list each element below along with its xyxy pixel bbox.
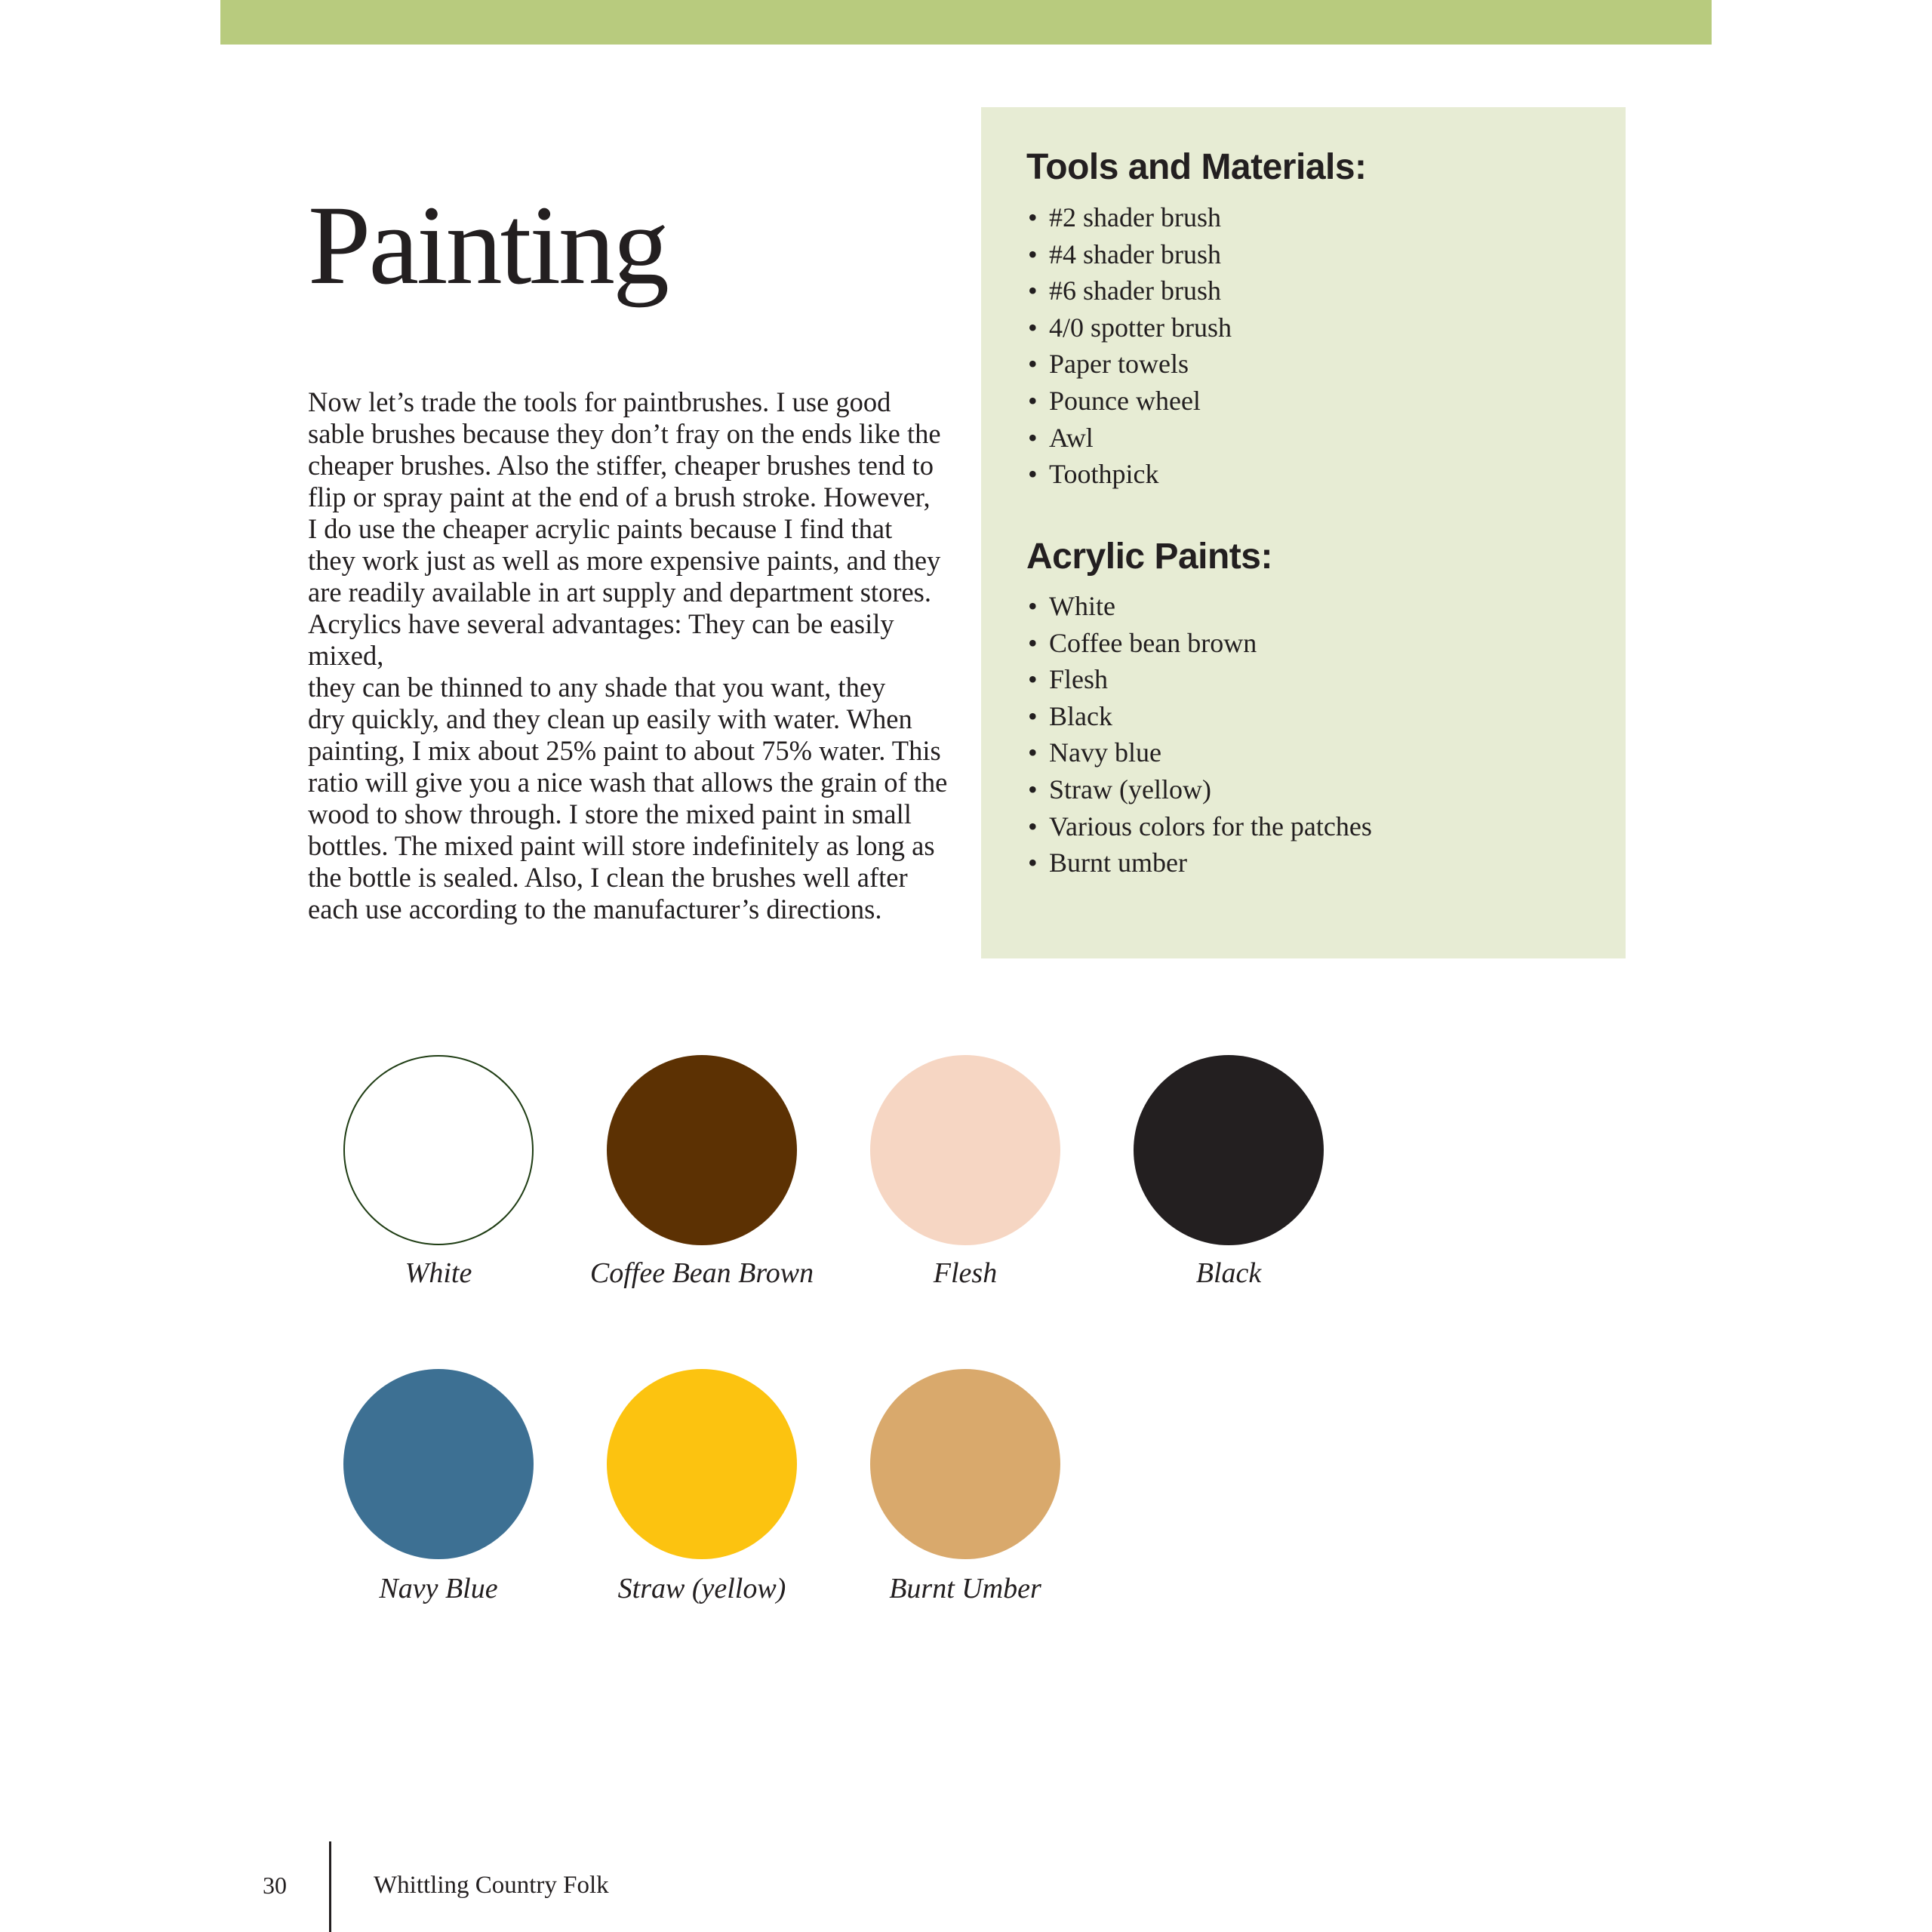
list-item [1026,771,1372,808]
list-item-label: Straw (yellow) [1049,774,1211,804]
swatch-circle [1134,1055,1324,1245]
bullet-icon: • [1028,774,1038,804]
list-item [1026,734,1372,771]
body-line: wood to show through. I store the mixed paint in small [308,798,912,829]
book-title: Whittling Country Folk [374,1872,609,1899]
swatch-coffee-bean-brown [589,1055,814,1289]
swatch-navy-blue [342,1369,535,1604]
tools-list [1026,199,1232,493]
bullet-icon: • [1028,459,1038,490]
list-item-label: #2 shader brush [1049,202,1221,232]
swatch-label: Black [1195,1257,1262,1289]
list-item-label: Toothpick [1049,459,1159,490]
bullet-icon: • [1028,664,1038,695]
body-line: bottles. The mixed paint will store indefinitely as long as [308,830,935,861]
list-item-label: Flesh [1049,664,1109,695]
swatch-black [1132,1055,1325,1289]
body-line: dry quickly, and they clean up easily with water. When [308,703,912,734]
list-item [1026,309,1232,346]
swatch-label: Coffee Bean Brown [589,1257,814,1289]
list-item-label: Burnt umber [1049,848,1187,878]
list-item [1026,199,1232,236]
list-item [1026,625,1372,662]
swatch-label: Straw (yellow) [617,1573,786,1604]
body-line: flip or spray paint at the end of a brush stroke. However, [308,481,931,512]
bullet-icon: • [1028,349,1038,380]
page-title: Painting [308,183,668,308]
swatch-label: Burnt Umber [889,1573,1041,1604]
page-number: 30 [263,1872,287,1899]
paints-list [1026,588,1372,881]
list-item [1026,698,1372,735]
swatch-label: Flesh [933,1257,998,1289]
bullet-icon: • [1028,627,1038,658]
swatch-circle [870,1369,1060,1559]
swatch-circle [607,1369,797,1559]
body-line: ratio will give you a nice wash that allows the grain of the [308,767,948,798]
bullet-icon: • [1028,385,1038,416]
body-line: each use according to the manufacturer’s directions. [308,894,882,924]
footer-divider [329,1841,331,1932]
list-item [1026,661,1372,698]
bullet-icon: • [1028,202,1038,232]
materials-sidebar [981,107,1626,958]
swatch-label: White [405,1257,472,1289]
bullet-icon: • [1028,700,1038,731]
bullet-icon: • [1028,238,1038,269]
swatch-flesh [869,1055,1062,1289]
swatch-label: Navy Blue [379,1573,498,1604]
swatch-circle [870,1055,1060,1245]
bullet-icon: • [1028,848,1038,878]
swatch-straw-yellow [605,1369,798,1604]
bullet-icon: • [1028,312,1038,343]
list-item [1026,346,1232,383]
swatch-white [342,1055,535,1289]
body-line: cheaper brushes. Also the stiffer, cheaper brushes tend to [308,450,934,481]
body-line: Acrylics have several advantages: They can be easily mixed, [308,608,894,671]
bullet-icon: • [1028,737,1038,768]
header-band [220,0,1712,45]
tools-heading: Tools and Materials: [1026,147,1367,187]
list-item [1026,844,1372,881]
list-item [1026,272,1232,309]
list-item-label: White [1049,591,1115,621]
swatch-circle [343,1369,534,1559]
list-item-label: 4/0 spotter brush [1049,312,1232,343]
list-item-label: Coffee bean brown [1049,627,1257,658]
list-item-label: #6 shader brush [1049,275,1221,306]
list-item-label: Various colors for the patches [1049,811,1372,841]
list-item-label: Paper towels [1049,349,1189,380]
paints-heading: Acrylic Paints: [1026,537,1272,577]
list-item-label: Awl [1049,422,1094,453]
swatch-circle [607,1055,797,1245]
body-line: Now let’s trade the tools for paintbrushes. I use good [308,386,891,417]
body-paragraph [308,386,972,925]
body-line: painting, I mix about 25% paint to about 75% water. This [308,735,941,766]
swatch-circle [343,1055,534,1245]
list-item [1026,236,1232,273]
body-line: they can be thinned to any shade that you want, they [308,672,886,703]
bullet-icon: • [1028,591,1038,621]
bullet-icon: • [1028,422,1038,453]
list-item [1026,588,1372,625]
swatch-burnt-umber [869,1369,1062,1604]
list-item [1026,383,1232,420]
body-line: sable brushes because they don’t fray on the ends like the [308,418,941,449]
body-line: the bottle is sealed. Also, I clean the brushes well after [308,862,908,893]
list-item-label: #4 shader brush [1049,238,1221,269]
body-line: are readily available in art supply and department stores. [308,577,932,608]
list-item [1026,420,1232,457]
list-item-label: Pounce wheel [1049,385,1201,416]
bullet-icon: • [1028,811,1038,841]
list-item [1026,456,1232,493]
body-line: I do use the cheaper acrylic paints because I find that [308,513,893,544]
bullet-icon: • [1028,275,1038,306]
list-item-label: Black [1049,700,1112,731]
list-item [1026,808,1372,845]
list-item-label: Navy blue [1049,737,1161,768]
body-line: they work just as well as more expensive paints, and they [308,545,941,576]
